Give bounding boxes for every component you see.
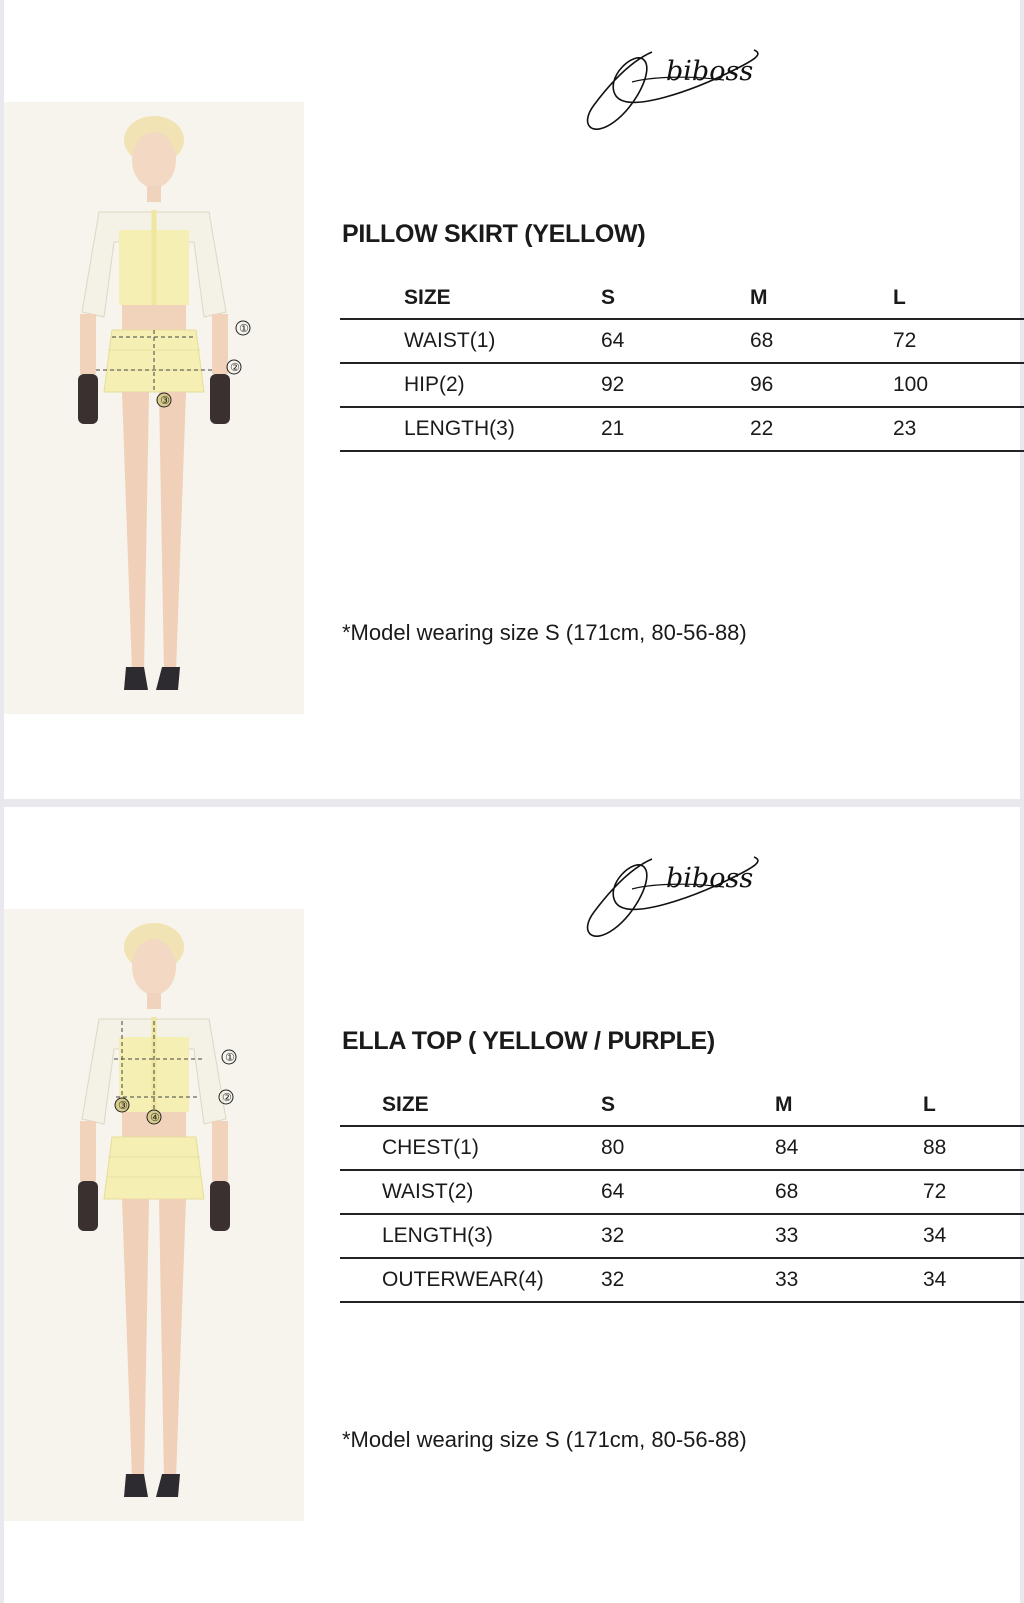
header-size: SIZE [340, 277, 601, 319]
size-chart-card-ella-top [4, 807, 1020, 1603]
header-l: L [893, 277, 1024, 319]
size-table [340, 277, 1024, 452]
value-l: 100 [893, 363, 1024, 407]
value-l: 72 [893, 319, 1024, 363]
value-m: 33 [775, 1258, 923, 1302]
value-l: 88 [923, 1126, 1024, 1170]
marker-1: ① [239, 322, 249, 335]
value-s: 32 [601, 1214, 775, 1258]
logo-wordmark: biboss [666, 863, 754, 894]
marker-2: ② [230, 361, 240, 374]
value-l: 34 [923, 1214, 1024, 1258]
table-row [340, 1170, 1024, 1214]
logo-wordmark: biboss [666, 56, 754, 87]
value-m: 84 [775, 1126, 923, 1170]
size-chart-card-pillow-skirt [4, 0, 1020, 799]
header-s: S [601, 277, 750, 319]
value-m: 96 [750, 363, 893, 407]
value-l: 72 [923, 1170, 1024, 1214]
measurement-label: WAIST(2) [340, 1170, 601, 1214]
table-row [340, 407, 1024, 451]
value-s: 21 [601, 407, 750, 451]
brand-logo [574, 30, 774, 135]
marker-4: ④ [150, 1111, 160, 1124]
product-title: ELLA TOP ( YELLOW / PURPLE) [342, 1027, 715, 1055]
value-m: 22 [750, 407, 893, 451]
header-l: L [923, 1084, 1024, 1126]
measurement-label: LENGTH(3) [340, 407, 601, 451]
product-title: PILLOW SKIRT (YELLOW) [342, 220, 646, 248]
table-row [340, 1126, 1024, 1170]
model-size-note: *Model wearing size S (171cm, 80-56-88) [342, 1427, 747, 1452]
value-s: 64 [601, 1170, 775, 1214]
value-m: 33 [775, 1214, 923, 1258]
marker-2: ② [222, 1091, 232, 1104]
size-table [340, 1084, 1024, 1303]
header-m: M [750, 277, 893, 319]
table-row [340, 1214, 1024, 1258]
value-s: 92 [601, 363, 750, 407]
table-row [340, 1258, 1024, 1302]
measurement-label: CHEST(1) [340, 1126, 601, 1170]
value-l: 34 [923, 1258, 1024, 1302]
table-header-row [340, 1084, 1024, 1126]
table-row [340, 363, 1024, 407]
header-s: S [601, 1084, 775, 1126]
table-header-row [340, 277, 1024, 319]
brand-logo [574, 837, 774, 942]
header-size: SIZE [340, 1084, 601, 1126]
model-photo [4, 102, 304, 714]
value-s: 32 [601, 1258, 775, 1302]
measurement-label: LENGTH(3) [340, 1214, 601, 1258]
table-row [340, 319, 1024, 363]
model-photo [4, 909, 304, 1521]
measurement-label: WAIST(1) [340, 319, 601, 363]
value-s: 80 [601, 1126, 775, 1170]
value-s: 64 [601, 319, 750, 363]
marker-3: ③ [118, 1099, 128, 1112]
model-size-note: *Model wearing size S (171cm, 80-56-88) [342, 620, 747, 645]
marker-1: ① [225, 1051, 235, 1064]
header-m: M [775, 1084, 923, 1126]
value-m: 68 [775, 1170, 923, 1214]
value-m: 68 [750, 319, 893, 363]
value-l: 23 [893, 407, 1024, 451]
measurement-label: OUTERWEAR(4) [340, 1258, 601, 1302]
measurement-label: HIP(2) [340, 363, 601, 407]
marker-3: ③ [160, 394, 170, 407]
